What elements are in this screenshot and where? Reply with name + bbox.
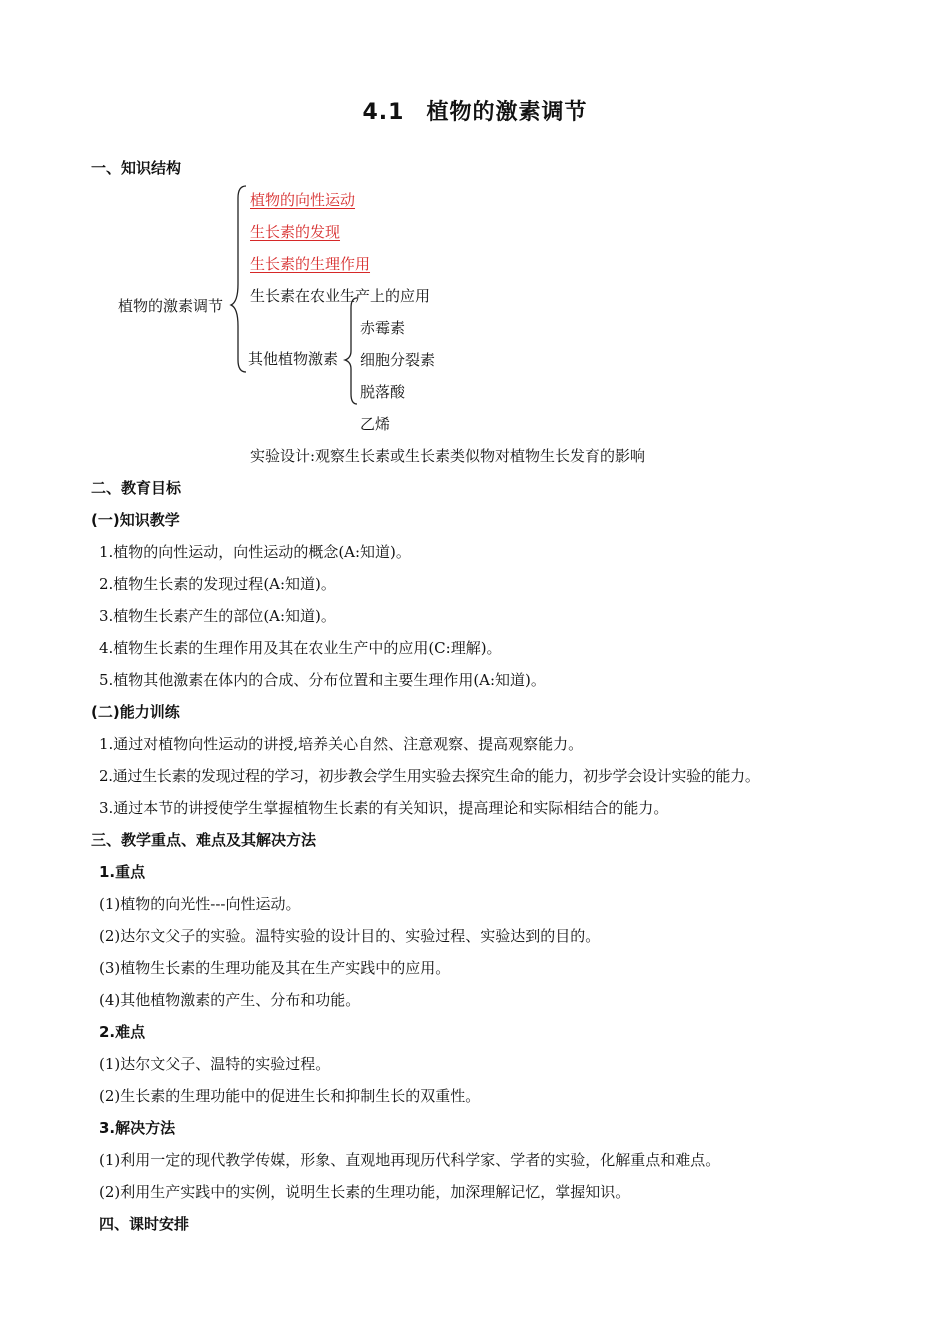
hormone-ethylene: 乙烯 [360,415,391,433]
branch-tropism[interactable]: 植物的向性运动 [250,191,356,209]
inner-brace [344,296,360,406]
list-item: (2)利用生产实践中的实例，说明生长素的生理功能，加深理解记忆，掌握知识。 [99,1183,631,1201]
branch-other-hormones: 其他植物激素 [248,350,339,368]
list-item: 5.植物其他激素在体内的合成、分布位置和主要生理作用(A:知道)。 [99,671,546,689]
section-heading-schedule: 四、课时安排 [99,1215,190,1233]
subheading-difficult: 2.难点 [99,1023,146,1041]
section-heading-structure: 一、知识结构 [91,159,182,177]
list-item: (3)植物生长素的生理功能及其在生产实践中的应用。 [99,959,451,977]
list-item: (2)达尔文父子的实验。温特实验的设计目的、实验过程、实验达到的目的。 [99,927,601,945]
hormone-cytokinin: 细胞分裂素 [360,351,436,369]
structure-root: 植物的激素调节 [118,297,224,315]
hormone-gibberellin: 赤霉素 [360,319,406,337]
list-item: (4)其他植物激素的产生、分布和功能。 [99,991,361,1009]
list-item: (1)利用一定的现代教学传媒，形象、直观地再现历代科学家、学者的实验，化解重点和难点。 [99,1151,721,1169]
list-item: 1.植物的向性运动，向性运动的概念(A:知道)。 [99,543,411,561]
list-item: 4.植物生长素的生理作用及其在农业生产中的应用(C:理解)。 [99,639,502,657]
subheading-solution: 3.解决方法 [99,1119,176,1137]
list-item: 3.通过本节的讲授使学生掌握植物生长素的有关知识，提高理论和实际相结合的能力。 [99,799,669,817]
section-heading-keypoints: 三、教学重点、难点及其解决方法 [91,831,317,849]
subheading-key: 1.重点 [99,863,146,881]
branch-auxin-function[interactable]: 生长素的生理作用 [250,255,371,273]
title-text: 植物的激素调节 [426,100,588,125]
subheading-knowledge: (一)知识教学 [91,511,180,529]
list-item: 1.通过对植物向性运动的讲授,培养关心自然、注意观察、提高观察能力。 [99,735,584,753]
list-item: 2.植物生长素的发现过程(A:知道)。 [99,575,336,593]
section-number: 4.1 [362,100,405,125]
page-title [0,98,950,128]
experiment-design: 实验设计:观察生长素或生长素类似物对植物生长发育的影响 [250,447,646,465]
outer-brace [230,184,250,374]
list-item: 2.通过生长素的发现过程的学习，初步教会学生用实验去探究生命的能力，初步学会设计实验的能力。 [99,767,760,785]
hormone-abscisic-acid: 脱落酸 [360,383,406,401]
branch-auxin-agriculture: 生长素在农业生产上的应用 [250,287,431,305]
list-item: (2)生长素的生理功能中的促进生长和抑制生长的双重性。 [99,1087,481,1105]
list-item: (1)植物的向光性---向性运动。 [99,895,301,913]
section-heading-objectives: 二、教育目标 [91,479,182,497]
list-item: (1)达尔文父子、温特的实验过程。 [99,1055,331,1073]
branch-auxin-discovery[interactable]: 生长素的发现 [250,223,341,241]
subheading-ability: (二)能力训练 [91,703,180,721]
list-item: 3.植物生长素产生的部位(A:知道)。 [99,607,336,625]
